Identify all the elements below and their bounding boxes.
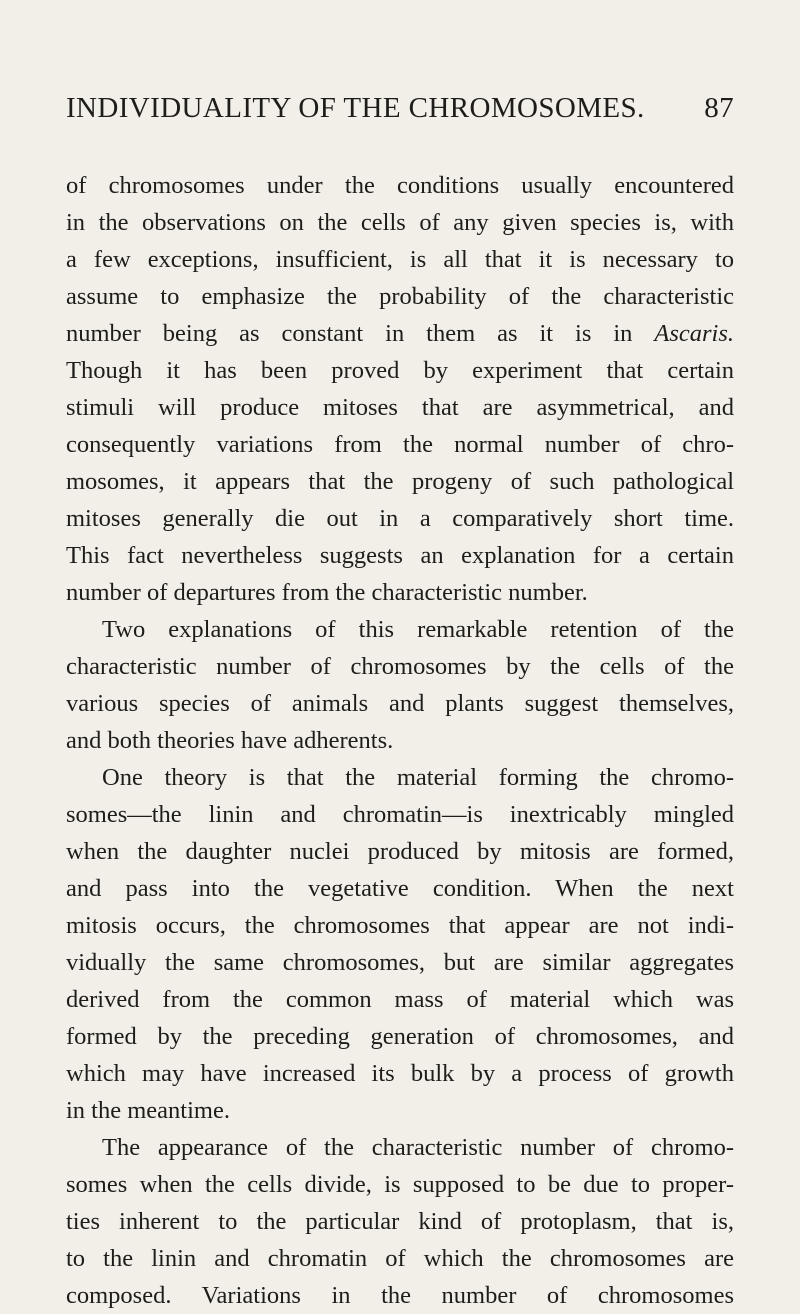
text-line: a few exceptions, insufficient, is all that it is necessary to <box>66 246 734 273</box>
text-line: to the linin and chromatin of which the chromosomes are <box>66 1245 734 1272</box>
paragraph-start-line: Two explanations of this remarkable retention of the <box>102 616 734 643</box>
page-number: 87 <box>704 92 734 124</box>
text-line: number of departures from the characteristic number. <box>66 579 588 606</box>
text-line: mitosis occurs, the chromosomes that appear are not indi- <box>66 912 734 939</box>
text-line: ties inherent to the particular kind of protoplasm, that is, <box>66 1208 734 1235</box>
body-text <box>66 167 734 1314</box>
running-head <box>66 92 734 136</box>
text-line: when the daughter nuclei produced by mitosis are formed, <box>66 838 734 865</box>
text-line: mitoses generally die out in a comparatively short time. <box>66 505 734 532</box>
text-line: various species of animals and plants suggest themselves, <box>66 690 734 717</box>
text-line: mosomes, it appears that the progeny of such pathological <box>66 468 734 495</box>
text-line: and both theories have adherents. <box>66 727 394 754</box>
paragraph-start-line: One theory is that the material forming the chromo- <box>102 764 734 791</box>
text-line: somes—the linin and chromatin—is inextricably mingled <box>66 801 734 828</box>
text-line: formed by the preceding generation of chromosomes, and <box>66 1023 734 1050</box>
text-line: characteristic number of chromosomes by the cells of the <box>66 653 734 680</box>
paragraph-start-line: The appearance of the characteristic number of chromo- <box>102 1134 734 1161</box>
text-line: stimuli will produce mitoses that are asymmetrical, and <box>66 394 734 421</box>
italic-genus-name: Ascaris. <box>654 320 735 347</box>
text-line: and pass into the vegetative condition. When the next <box>66 875 734 902</box>
text-line: Though it has been proved by experiment that certain <box>66 357 734 384</box>
text-line: vidually the same chromosomes, but are similar aggregates <box>66 949 734 976</box>
text-line <box>66 315 734 352</box>
chapter-title: INDIVIDUALITY OF THE CHROMOSOMES. <box>66 92 645 124</box>
text-line: assume to emphasize the probability of the characteristic <box>66 283 734 310</box>
text-line: in the meantime. <box>66 1097 230 1124</box>
text-span: number being as constant in them as it is in <box>66 320 633 347</box>
text-line: in the observations on the cells of any given species is, with <box>66 209 734 236</box>
text-line: consequently variations from the normal number of chro- <box>66 431 734 458</box>
text-line: This fact nevertheless suggests an explanation for a certain <box>66 542 734 569</box>
text-line: derived from the common mass of material which was <box>66 986 734 1013</box>
text-line: composed. Variations in the number of chromosomes <box>66 1282 734 1309</box>
text-line: of chromosomes under the conditions usually encountered <box>66 172 734 199</box>
text-line: which may have increased its bulk by a process of growth <box>66 1060 734 1087</box>
text-line: somes when the cells divide, is supposed to be due to proper- <box>66 1171 734 1198</box>
